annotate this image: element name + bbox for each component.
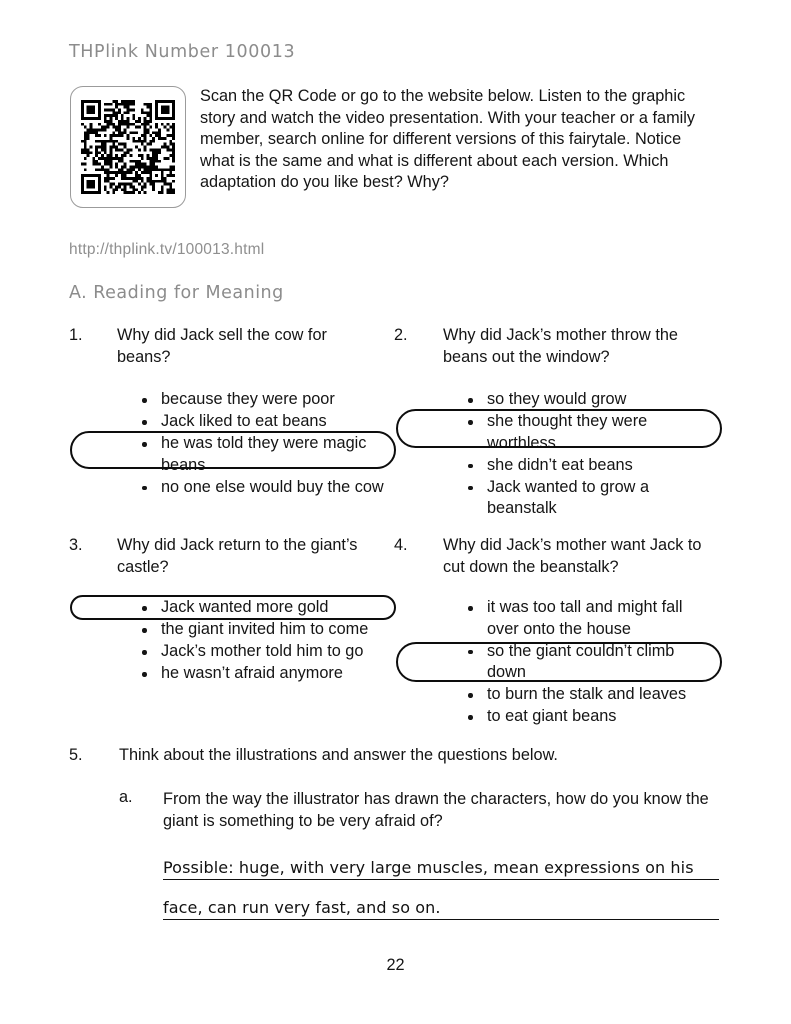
answer-text-1: Possible: huge, with very large muscles, mean expressions on his — [163, 858, 694, 877]
option-item-selected[interactable]: he was told they were magic beans — [139, 433, 387, 476]
option-item[interactable]: Jack wanted to grow a beanstalk — [465, 477, 715, 520]
option-list-1 — [139, 389, 387, 499]
question-number-4: 4. — [394, 536, 408, 554]
thplink-url[interactable]: http://thplink.tv/100013.html — [69, 241, 265, 258]
option-item[interactable]: to burn the stalk and leaves — [465, 684, 715, 706]
option-item[interactable]: she didn’t eat beans — [465, 455, 715, 477]
page-title: THPlink Number 100013 — [69, 42, 296, 62]
qr-code-icon[interactable] — [81, 100, 175, 194]
question-number-3: 3. — [69, 536, 83, 554]
answer-text-2: face, can run very fast, and so on. — [163, 898, 441, 917]
option-item[interactable]: to eat giant beans — [465, 706, 715, 728]
question-5a-text: From the way the illustrator has drawn the characters, how do you know the giant is something to be very afraid of? — [163, 790, 709, 830]
question-number-1: 1. — [69, 326, 83, 344]
option-list-2 — [465, 389, 715, 520]
scan-instructions-text: Scan the QR Code or go to the website below. Listen to the graphic story and watch the video presentation. With your teacher or a family member, search online for different versions of this fairytale. Notice what is the same and what is different about each version. Which adaptation do you like best? Why? — [200, 87, 696, 192]
section-heading: A. Reading for Meaning — [69, 283, 284, 303]
option-item-selected[interactable]: she thought they were worthless — [465, 411, 715, 454]
option-item[interactable]: Jack’s mother told him to go — [139, 641, 389, 663]
question-stem-1: Why did Jack sell the cow for beans? — [117, 326, 327, 366]
option-item[interactable]: so they would grow — [465, 389, 715, 411]
option-item[interactable]: it was too tall and might fall over onto the house — [465, 597, 715, 640]
option-item[interactable]: the giant invited him to come — [139, 619, 389, 641]
option-item-selected[interactable]: Jack wanted more gold — [139, 597, 389, 619]
question-number-5: 5. — [69, 746, 83, 764]
page-number: 22 — [386, 956, 405, 974]
option-list-3 — [139, 597, 389, 685]
option-item[interactable]: he wasn’t afraid anymore — [139, 663, 389, 685]
option-item[interactable]: no one else would buy the cow — [139, 477, 387, 499]
question-stem-4: Why did Jack’s mother want Jack to cut down the beanstalk? — [443, 536, 702, 576]
question-number-2: 2. — [394, 326, 408, 344]
question-5a-letter: a. — [119, 788, 133, 806]
qr-code-box[interactable] — [70, 86, 186, 208]
option-list-4 — [465, 597, 715, 728]
option-item-selected[interactable]: so the giant couldn’t climb down — [465, 641, 715, 684]
option-item[interactable]: Jack liked to eat beans — [139, 411, 387, 433]
question-stem-2: Why did Jack’s mother throw the beans out the window? — [443, 326, 678, 366]
question-text-5: Think about the illustrations and answer the questions below. — [119, 746, 558, 764]
option-item[interactable]: because they were poor — [139, 389, 387, 411]
answer-line-2[interactable] — [163, 890, 719, 920]
question-stem-3: Why did Jack return to the giant’s castle? — [117, 536, 358, 576]
answer-line-1[interactable] — [163, 850, 719, 880]
